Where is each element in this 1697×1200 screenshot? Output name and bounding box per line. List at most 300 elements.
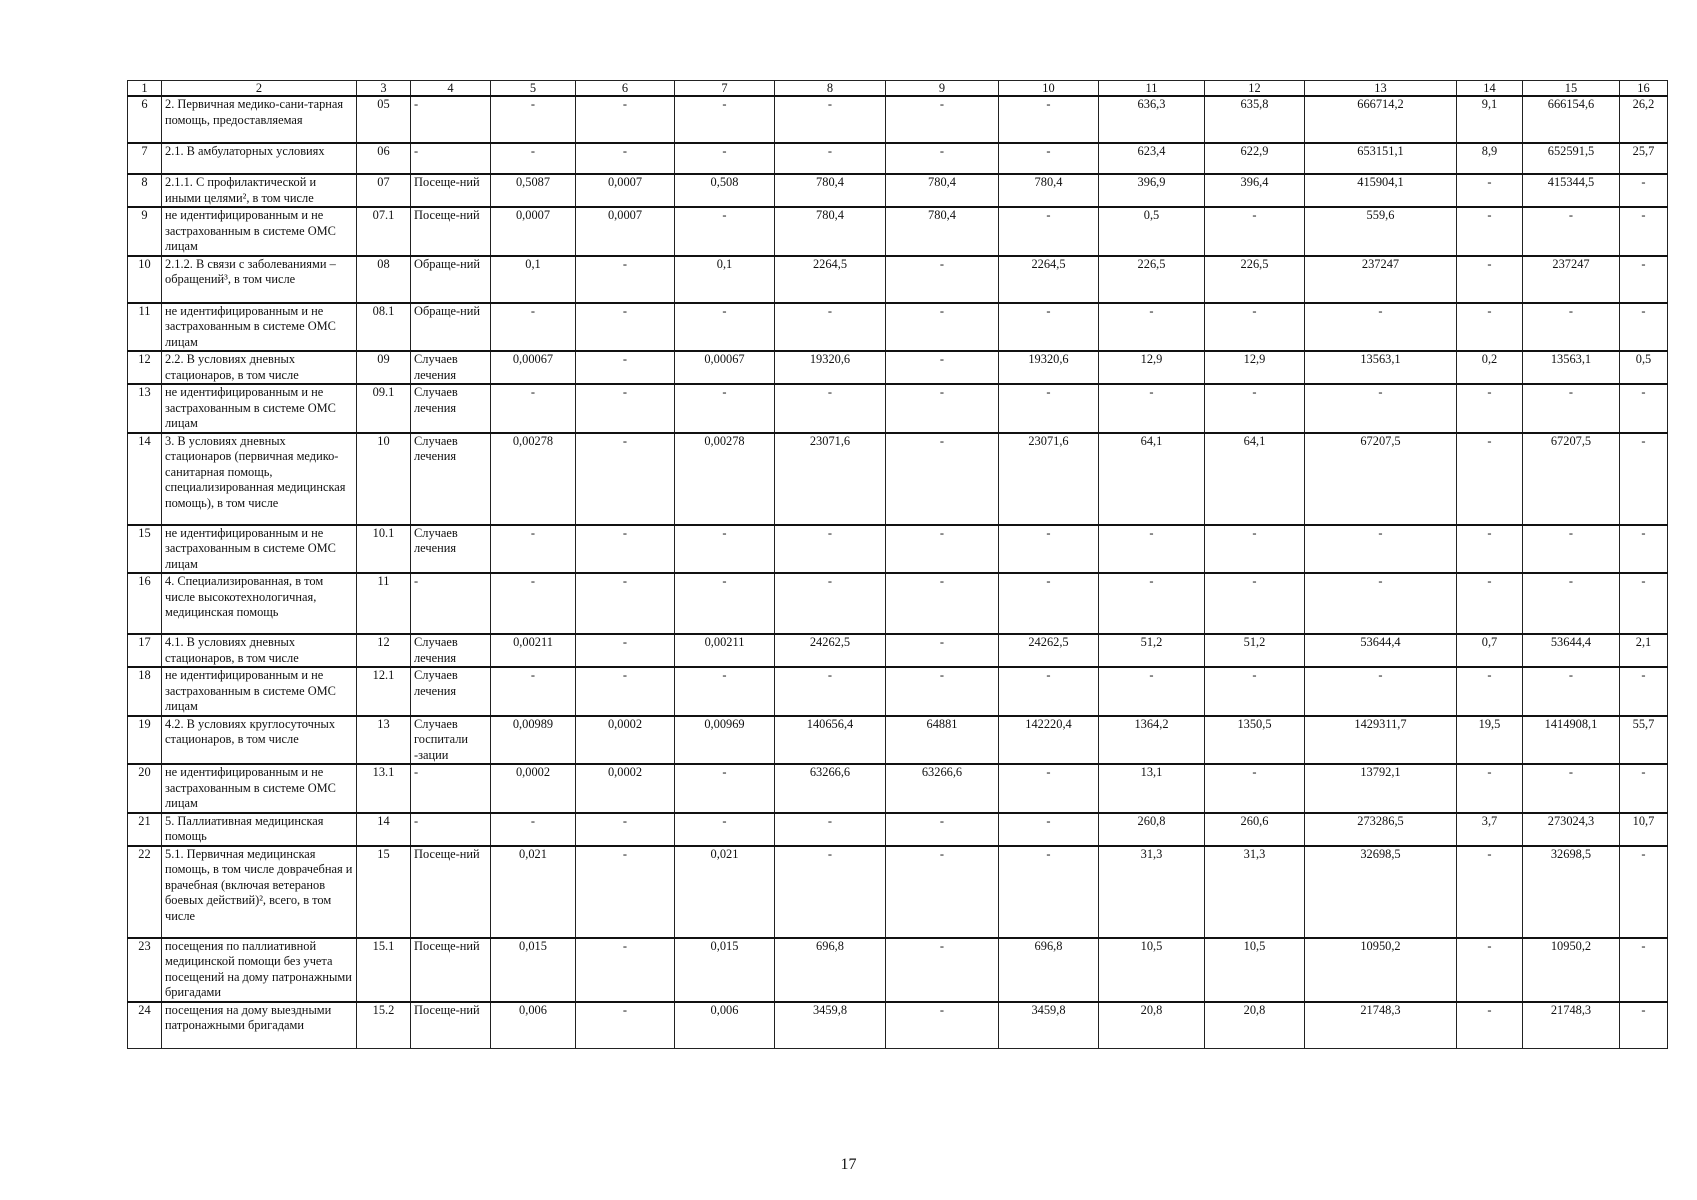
table-cell: Случаев лечения: [411, 667, 491, 716]
table-cell: -: [1523, 667, 1620, 716]
table-cell: -: [1457, 384, 1523, 433]
table-cell: -: [1099, 573, 1205, 634]
column-header: 2: [162, 81, 357, 97]
table-cell: 09: [357, 351, 411, 384]
table-cell: 0,0007: [576, 207, 675, 256]
table-cell: Обраще-ний: [411, 256, 491, 303]
table-cell: 13: [357, 716, 411, 765]
row-label-cell: не идентифицированным и не застрахованным в системе ОМС лицам: [162, 207, 357, 256]
table-row: [128, 433, 1668, 525]
table-cell: -: [675, 573, 775, 634]
row-label-cell: 4. Специализированная, в том числе высокотехнологичная, медицинская помощь: [162, 573, 357, 634]
table-cell: -: [576, 938, 675, 1002]
table-cell: 636,3: [1099, 96, 1205, 143]
table-cell: -: [999, 207, 1099, 256]
table-cell: -: [886, 143, 999, 174]
table-cell: -: [1620, 525, 1668, 574]
table-cell: -: [491, 143, 576, 174]
column-header: 6: [576, 81, 675, 97]
table-cell: 08.1: [357, 303, 411, 352]
table-cell: 19320,6: [775, 351, 886, 384]
table-cell: -: [576, 256, 675, 303]
table-cell: -: [675, 96, 775, 143]
column-header: 8: [775, 81, 886, 97]
table-cell: 23071,6: [775, 433, 886, 525]
table-cell: 12.1: [357, 667, 411, 716]
table-cell: 12,9: [1099, 351, 1205, 384]
table-cell: -: [1523, 384, 1620, 433]
table-cell: 0,0007: [576, 174, 675, 207]
table-row: [128, 1002, 1668, 1049]
table-cell: 9: [128, 207, 162, 256]
table-cell: 0,021: [675, 846, 775, 938]
table-cell: 63266,6: [775, 764, 886, 813]
table-cell: -: [775, 303, 886, 352]
table-cell: 0,00211: [675, 634, 775, 667]
row-label-cell: 5. Паллиативная медицинская помощь: [162, 813, 357, 846]
table-row: [128, 938, 1668, 1002]
table-cell: 0,0002: [576, 764, 675, 813]
table-cell: 0,00278: [675, 433, 775, 525]
table-cell: 2,1: [1620, 634, 1668, 667]
table-cell: 12,9: [1205, 351, 1305, 384]
table-cell: 1350,5: [1205, 716, 1305, 765]
table-cell: -: [1620, 1002, 1668, 1049]
table-cell: 0,015: [491, 938, 576, 1002]
table-cell: -: [1523, 764, 1620, 813]
row-label-cell: 2.1.1. С профилактической и иными целями², в том числе: [162, 174, 357, 207]
table-cell: 0,00278: [491, 433, 576, 525]
table-cell: -: [775, 525, 886, 574]
table-cell: 8,9: [1457, 143, 1523, 174]
table-header: [128, 81, 1668, 97]
table-cell: Случаев госпитали -зации: [411, 716, 491, 765]
table-cell: -: [1620, 384, 1668, 433]
table-cell: 10950,2: [1305, 938, 1457, 1002]
table-cell: 622,9: [1205, 143, 1305, 174]
column-header: 13: [1305, 81, 1457, 97]
table-cell: 64,1: [1099, 433, 1205, 525]
table-cell: 273286,5: [1305, 813, 1457, 846]
table-cell: 67207,5: [1523, 433, 1620, 525]
table-cell: -: [1457, 207, 1523, 256]
table-cell: -: [675, 813, 775, 846]
table-cell: -: [999, 303, 1099, 352]
table-cell: 226,5: [1205, 256, 1305, 303]
table-cell: -: [576, 813, 675, 846]
table-row: [128, 303, 1668, 352]
table-cell: -: [1620, 846, 1668, 938]
table-cell: 10,5: [1205, 938, 1305, 1002]
table-cell: 559,6: [1305, 207, 1457, 256]
table-cell: 13.1: [357, 764, 411, 813]
table-cell: 51,2: [1205, 634, 1305, 667]
column-header: 9: [886, 81, 999, 97]
table-cell: 0,006: [491, 1002, 576, 1049]
table-cell: -: [576, 667, 675, 716]
table-cell: -: [999, 813, 1099, 846]
table-cell: 16: [128, 573, 162, 634]
table-cell: 20: [128, 764, 162, 813]
table-cell: 780,4: [886, 174, 999, 207]
table-row: [128, 667, 1668, 716]
table-cell: 0,5: [1099, 207, 1205, 256]
table-cell: 0,0002: [576, 716, 675, 765]
table-cell: 10.1: [357, 525, 411, 574]
table-cell: 21748,3: [1305, 1002, 1457, 1049]
table-cell: 15: [357, 846, 411, 938]
table-cell: 11: [128, 303, 162, 352]
table-cell: 8: [128, 174, 162, 207]
table-cell: -: [1620, 938, 1668, 1002]
table-cell: -: [886, 433, 999, 525]
table-cell: -: [411, 96, 491, 143]
table-cell: 53644,4: [1305, 634, 1457, 667]
table-cell: 0,015: [675, 938, 775, 1002]
row-label-cell: 4.1. В условиях дневных стационаров, в том числе: [162, 634, 357, 667]
table-cell: 14: [128, 433, 162, 525]
table-row: [128, 351, 1668, 384]
table-cell: -: [675, 764, 775, 813]
table-cell: -: [1457, 573, 1523, 634]
table-cell: 10: [128, 256, 162, 303]
table-cell: 10,5: [1099, 938, 1205, 1002]
table-cell: -: [886, 938, 999, 1002]
column-header: 11: [1099, 81, 1205, 97]
table-cell: -: [1620, 174, 1668, 207]
table-cell: 0,2: [1457, 351, 1523, 384]
table-cell: -: [1305, 573, 1457, 634]
row-label-cell: посещения по паллиативной медицинской помощи без учета посещений на дому патронажными бригадами: [162, 938, 357, 1002]
table-cell: 20,8: [1099, 1002, 1205, 1049]
table-cell: -: [1305, 384, 1457, 433]
table-cell: -: [1620, 303, 1668, 352]
column-header: 7: [675, 81, 775, 97]
table-cell: 0,00211: [491, 634, 576, 667]
table-cell: 55,7: [1620, 716, 1668, 765]
page-number: 17: [840, 1156, 857, 1173]
table-cell: 25,7: [1620, 143, 1668, 174]
table-cell: 0,5: [1620, 351, 1668, 384]
table-cell: 142220,4: [999, 716, 1099, 765]
table-cell: -: [886, 525, 999, 574]
table-cell: -: [675, 303, 775, 352]
table-cell: 396,9: [1099, 174, 1205, 207]
table-cell: 696,8: [775, 938, 886, 1002]
table-cell: -: [1205, 667, 1305, 716]
table-cell: 3459,8: [999, 1002, 1099, 1049]
table-row: [128, 634, 1668, 667]
table-cell: -: [576, 846, 675, 938]
table-cell: -: [999, 143, 1099, 174]
table-cell: 1364,2: [1099, 716, 1205, 765]
table-cell: -: [886, 256, 999, 303]
table-cell: 13: [128, 384, 162, 433]
table-cell: Обраще-ний: [411, 303, 491, 352]
table-cell: 15.2: [357, 1002, 411, 1049]
table-cell: 07.1: [357, 207, 411, 256]
table-cell: 13563,1: [1523, 351, 1620, 384]
table-cell: -: [1620, 667, 1668, 716]
table-cell: 17: [128, 634, 162, 667]
column-header: 3: [357, 81, 411, 97]
table-cell: -: [1205, 764, 1305, 813]
table-cell: -: [576, 525, 675, 574]
table-cell: -: [1205, 384, 1305, 433]
row-label-cell: не идентифицированным и не застрахованным в системе ОМС лицам: [162, 667, 357, 716]
table-cell: 2264,5: [999, 256, 1099, 303]
table-cell: 14: [357, 813, 411, 846]
table-cell: -: [775, 846, 886, 938]
table-cell: 32698,5: [1523, 846, 1620, 938]
table-cell: -: [1523, 525, 1620, 574]
table-cell: 696,8: [999, 938, 1099, 1002]
table-cell: -: [775, 96, 886, 143]
table-cell: 0,00969: [675, 716, 775, 765]
table-cell: -: [775, 813, 886, 846]
table-cell: -: [576, 351, 675, 384]
table-row: [128, 813, 1668, 846]
table-cell: 12: [128, 351, 162, 384]
table-cell: 396,4: [1205, 174, 1305, 207]
table-cell: -: [411, 573, 491, 634]
table-cell: -: [999, 384, 1099, 433]
table-cell: -: [886, 813, 999, 846]
table-cell: Случаев лечения: [411, 384, 491, 433]
table-cell: -: [576, 143, 675, 174]
table-cell: -: [675, 525, 775, 574]
table-cell: -: [886, 846, 999, 938]
table-cell: -: [1457, 764, 1523, 813]
table-cell: -: [999, 846, 1099, 938]
table-cell: -: [775, 573, 886, 634]
table-cell: 10950,2: [1523, 938, 1620, 1002]
row-label-cell: не идентифицированным и не застрахованным в системе ОМС лицам: [162, 525, 357, 574]
table-cell: 780,4: [775, 174, 886, 207]
table-cell: 15: [128, 525, 162, 574]
table-cell: 32698,5: [1305, 846, 1457, 938]
table-row: [128, 256, 1668, 303]
table-cell: 11: [357, 573, 411, 634]
table-cell: -: [886, 384, 999, 433]
table-cell: -: [775, 667, 886, 716]
table-cell: 653151,1: [1305, 143, 1457, 174]
table-cell: -: [491, 573, 576, 634]
table-cell: 273024,3: [1523, 813, 1620, 846]
table-row: [128, 174, 1668, 207]
table-cell: 7: [128, 143, 162, 174]
table-cell: 0,1: [491, 256, 576, 303]
table-cell: -: [886, 634, 999, 667]
table-cell: 10,7: [1620, 813, 1668, 846]
table-cell: 19,5: [1457, 716, 1523, 765]
table-row: [128, 143, 1668, 174]
table-cell: -: [576, 384, 675, 433]
table-cell: -: [886, 667, 999, 716]
table-cell: 21: [128, 813, 162, 846]
table-cell: 0,7: [1457, 634, 1523, 667]
table-cell: -: [1205, 207, 1305, 256]
row-label-cell: посещения на дому выездными патронажными бригадами: [162, 1002, 357, 1049]
table-cell: 13,1: [1099, 764, 1205, 813]
table-cell: 63266,6: [886, 764, 999, 813]
table-cell: -: [491, 525, 576, 574]
table-cell: 0,1: [675, 256, 775, 303]
table-cell: -: [491, 384, 576, 433]
table-cell: -: [675, 384, 775, 433]
table-cell: 19320,6: [999, 351, 1099, 384]
table-cell: -: [1457, 256, 1523, 303]
table-cell: -: [886, 303, 999, 352]
table-cell: 31,3: [1099, 846, 1205, 938]
row-label-cell: 3. В условиях дневных стационаров (первичная медико-санитарная помощь, специализированная медицинская помощь), в том числе: [162, 433, 357, 525]
table-cell: 0,00067: [491, 351, 576, 384]
column-header: 4: [411, 81, 491, 97]
table-cell: 0,508: [675, 174, 775, 207]
table-cell: Случаев лечения: [411, 634, 491, 667]
column-header: 14: [1457, 81, 1523, 97]
row-label-cell: не идентифицированным и не застрахованным в системе ОМС лицам: [162, 303, 357, 352]
table-cell: 24: [128, 1002, 162, 1049]
table-cell: 780,4: [999, 174, 1099, 207]
table-cell: -: [1099, 303, 1205, 352]
table-cell: 12: [357, 634, 411, 667]
table-cell: -: [1205, 525, 1305, 574]
table-cell: 67207,5: [1305, 433, 1457, 525]
table-cell: 22: [128, 846, 162, 938]
table-cell: -: [675, 143, 775, 174]
table-cell: 1414908,1: [1523, 716, 1620, 765]
table-cell: -: [491, 813, 576, 846]
table-cell: -: [675, 667, 775, 716]
table-cell: -: [999, 667, 1099, 716]
table-cell: -: [999, 96, 1099, 143]
table-cell: 15.1: [357, 938, 411, 1002]
table-cell: -: [576, 634, 675, 667]
table-cell: -: [576, 303, 675, 352]
table-cell: Посеще-ний: [411, 174, 491, 207]
column-header: 16: [1620, 81, 1668, 97]
table-cell: -: [1457, 525, 1523, 574]
row-label-cell: 2. Первичная медико-сани-тарная помощь, предоставляемая: [162, 96, 357, 143]
table-cell: -: [411, 813, 491, 846]
table-cell: -: [1205, 573, 1305, 634]
table-cell: 19: [128, 716, 162, 765]
table-cell: -: [1099, 667, 1205, 716]
table-cell: 140656,4: [775, 716, 886, 765]
table-cell: 623,4: [1099, 143, 1205, 174]
table-cell: -: [576, 96, 675, 143]
table-row: [128, 573, 1668, 634]
table-cell: 415344,5: [1523, 174, 1620, 207]
column-header: 10: [999, 81, 1099, 97]
table-cell: 635,8: [1205, 96, 1305, 143]
table-cell: 3,7: [1457, 813, 1523, 846]
table-cell: -: [1305, 525, 1457, 574]
table-cell: -: [1457, 433, 1523, 525]
table-cell: 0,006: [675, 1002, 775, 1049]
table-cell: Посеще-ний: [411, 846, 491, 938]
row-label-cell: 2.2. В условиях дневных стационаров, в том числе: [162, 351, 357, 384]
table-row: [128, 384, 1668, 433]
table-cell: 51,2: [1099, 634, 1205, 667]
table-cell: Случаев лечения: [411, 525, 491, 574]
table-cell: 64881: [886, 716, 999, 765]
table-cell: 1429311,7: [1305, 716, 1457, 765]
table-cell: 21748,3: [1523, 1002, 1620, 1049]
row-label-cell: 5.1. Первичная медицинская помощь, в том числе доврачебная и врачебная (включая ветеранов боевых действий)², всего, в том числе: [162, 846, 357, 938]
table-cell: 6: [128, 96, 162, 143]
table-cell: -: [1523, 573, 1620, 634]
table-cell: -: [411, 764, 491, 813]
table-cell: 226,5: [1099, 256, 1205, 303]
row-label-cell: не идентифицированным и не застрахованным в системе ОМС лицам: [162, 764, 357, 813]
table-cell: 20,8: [1205, 1002, 1305, 1049]
table-cell: -: [491, 667, 576, 716]
table-cell: 13563,1: [1305, 351, 1457, 384]
table-cell: 237247: [1305, 256, 1457, 303]
table-cell: -: [1620, 433, 1668, 525]
table-cell: -: [1099, 525, 1205, 574]
table-cell: 10: [357, 433, 411, 525]
table-cell: -: [1205, 303, 1305, 352]
table-cell: 13792,1: [1305, 764, 1457, 813]
table-cell: 0,00989: [491, 716, 576, 765]
table-cell: 780,4: [886, 207, 999, 256]
table-cell: 24262,5: [999, 634, 1099, 667]
table-row: [128, 525, 1668, 574]
table-cell: -: [999, 764, 1099, 813]
table-body: [128, 96, 1668, 1049]
table-cell: 07: [357, 174, 411, 207]
table-cell: 31,3: [1205, 846, 1305, 938]
table-cell: -: [886, 1002, 999, 1049]
table-cell: 0,0007: [491, 207, 576, 256]
table-cell: -: [675, 207, 775, 256]
table-cell: -: [491, 96, 576, 143]
table-row: [128, 846, 1668, 938]
row-label-cell: 2.1.2. В связи с заболеваниями – обращений³, в том числе: [162, 256, 357, 303]
table-cell: 260,8: [1099, 813, 1205, 846]
table-cell: 9,1: [1457, 96, 1523, 143]
column-header: 5: [491, 81, 576, 97]
table-cell: -: [1099, 384, 1205, 433]
table-cell: 53644,4: [1523, 634, 1620, 667]
row-label-cell: 4.2. В условиях круглосуточных стационаров, в том числе: [162, 716, 357, 765]
table-cell: -: [1457, 1002, 1523, 1049]
table-cell: 780,4: [775, 207, 886, 256]
table-cell: 652591,5: [1523, 143, 1620, 174]
table-cell: -: [576, 1002, 675, 1049]
table-cell: -: [999, 573, 1099, 634]
table-cell: 0,5087: [491, 174, 576, 207]
table-cell: -: [1457, 938, 1523, 1002]
table-cell: Посеще-ний: [411, 207, 491, 256]
table-cell: 3459,8: [775, 1002, 886, 1049]
table-cell: 260,6: [1205, 813, 1305, 846]
table-cell: Посеще-ний: [411, 938, 491, 1002]
table-cell: -: [886, 573, 999, 634]
table-cell: -: [1457, 846, 1523, 938]
table-row: [128, 96, 1668, 143]
table-cell: -: [1523, 207, 1620, 256]
table-cell: Случаев лечения: [411, 433, 491, 525]
column-header: 15: [1523, 81, 1620, 97]
table-cell: -: [1620, 573, 1668, 634]
table-cell: -: [1523, 303, 1620, 352]
table-cell: -: [775, 143, 886, 174]
table-cell: 23: [128, 938, 162, 1002]
